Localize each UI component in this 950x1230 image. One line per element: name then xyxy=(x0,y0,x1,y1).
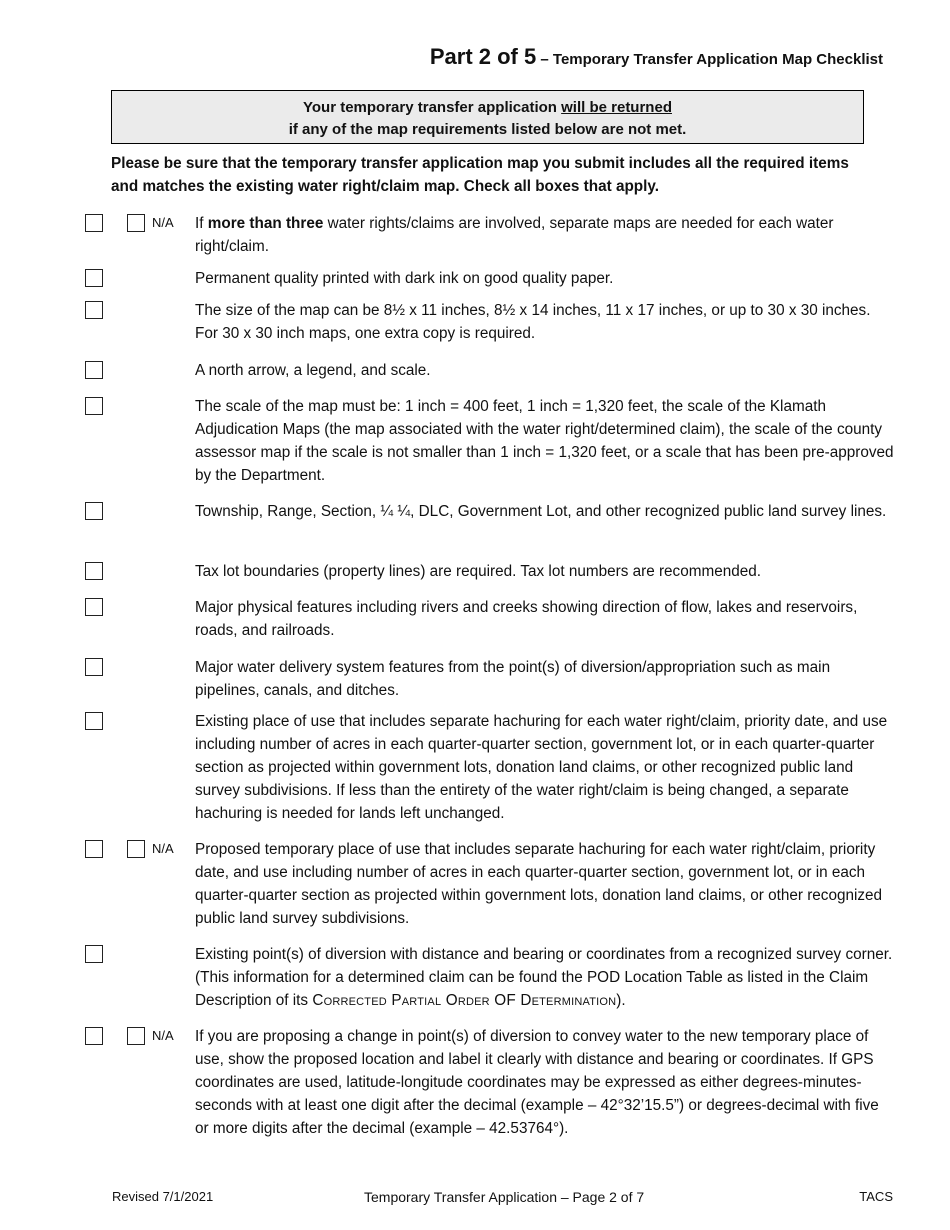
checklist-title: – Temporary Transfer Application Map Checklist xyxy=(536,51,883,68)
na-label: N/A xyxy=(152,1028,174,1043)
checkbox[interactable] xyxy=(85,712,103,730)
footer-page-number: Temporary Transfer Application – Page 2 of 7 xyxy=(364,1189,645,1205)
notice-line-1 xyxy=(112,97,863,119)
na-label: N/A xyxy=(152,215,174,230)
na-checkbox[interactable] xyxy=(127,1027,145,1045)
return-notice-box xyxy=(111,90,864,144)
item-text: Tax lot boundaries (property lines) are required. Tax lot numbers are recommended. xyxy=(195,563,761,580)
order-title: Corrected Partial Order OF Determination xyxy=(312,992,617,1009)
item-text: The scale of the map must be: 1 inch = 400 feet, 1 inch = 1,320 feet, the scale of the Klamath Adjudication Maps (the map associated with the water right/determined claim), the scale of the county assessor map if the scale is not smaller than 1 inch = 1,320 feet, or a scale that has been pre-approved by the Department. xyxy=(195,398,894,484)
checkbox[interactable] xyxy=(85,214,103,232)
notice-line-2: if any of the map requirements listed below are not met. xyxy=(288,121,687,138)
part-title: Part 2 of 5 xyxy=(429,44,537,69)
checkbox[interactable] xyxy=(85,397,103,415)
checkbox[interactable] xyxy=(85,562,103,580)
item-text: The size of the map can be 8½ x 11 inches, 8½ x 14 inches, 11 x 17 inches, or up to 30 x 30 inches. For 30 x 30 inch maps, one extra copy is required. xyxy=(195,302,871,342)
footer-code: TACS xyxy=(859,1189,893,1204)
checkbox[interactable] xyxy=(85,361,103,379)
item-text: Existing point(s) of diversion with distance and bearing or coordinates from a recognized survey corner. (This information for a determined claim can be found the POD Location Table as listed in the Claim Description of its Corrected Partial Order OF Determination). xyxy=(195,946,893,1009)
checkbox[interactable] xyxy=(85,269,103,287)
na-checkbox[interactable] xyxy=(127,214,145,232)
instructions-paragraph: Please be sure that the temporary transfer application map you submit includes all the required items and matches the existing water right/claim map. Check all boxes that apply. xyxy=(111,155,849,195)
checkbox[interactable] xyxy=(85,840,103,858)
checkbox[interactable] xyxy=(85,1027,103,1045)
checkbox[interactable] xyxy=(85,658,103,676)
checkbox[interactable] xyxy=(85,945,103,963)
notice-prefix: Your temporary transfer application xyxy=(303,99,562,116)
checkbox[interactable] xyxy=(85,598,103,616)
checkbox[interactable] xyxy=(85,502,103,520)
item-text: If you are proposing a change in point(s) of diversion to convey water to the new temporary place of use, show the proposed location and label it clearly with distance and bearing or coordinates. If GPS coordinates are used, latitude-longitude coordinates may be expressed as either degrees-minutes-seconds with at least one digit after the decimal (example – 42°32’15.5”) or degrees-decimal with five or more digits after the decimal (example – 42.53764°). xyxy=(195,1028,879,1137)
item-text: Proposed temporary place of use that includes separate hachuring for each water right/claim, priority date, and use including number of acres in each quarter-quarter section, government lot, or in each quarter-quarter section as projected within government lots, donation land claims, or other recognized public land survey subdivisions. xyxy=(195,841,883,927)
item-text: Major physical features including rivers and creeks showing direction of flow, lakes and reservoirs, roads, and railroads. xyxy=(195,599,858,639)
checkbox[interactable] xyxy=(85,301,103,319)
item-text: Permanent quality printed with dark ink on good quality paper. xyxy=(195,270,614,287)
page-header xyxy=(430,44,883,70)
item-text: Existing place of use that includes separate hachuring for each water right/claim, priority date, and use including number of acres in each quarter-quarter section, government lot, or in each quarter-quarter section as projected within government lots, donation land claims, or other recognized public land survey subdivisions. If less than the entirety of the water right/claim is being changed, a separate hachuring is needed for lands left unchanged. xyxy=(195,713,888,822)
na-label: N/A xyxy=(152,841,174,856)
na-checkbox[interactable] xyxy=(127,840,145,858)
item-text: Township, Range, Section, ¼ ¼, DLC, Government Lot, and other recognized public land survey lines. xyxy=(195,503,887,520)
item-text: A north arrow, a legend, and scale. xyxy=(195,362,431,379)
footer-revision: Revised 7/1/2021 xyxy=(112,1189,214,1204)
notice-underlined: will be returned xyxy=(561,99,672,116)
item-text: Major water delivery system features from the point(s) of diversion/appropriation such as main pipelines, canals, and ditches. xyxy=(195,659,831,699)
item-text: If more than three water rights/claims are involved, separate maps are needed for each water right/claim. xyxy=(195,215,834,255)
